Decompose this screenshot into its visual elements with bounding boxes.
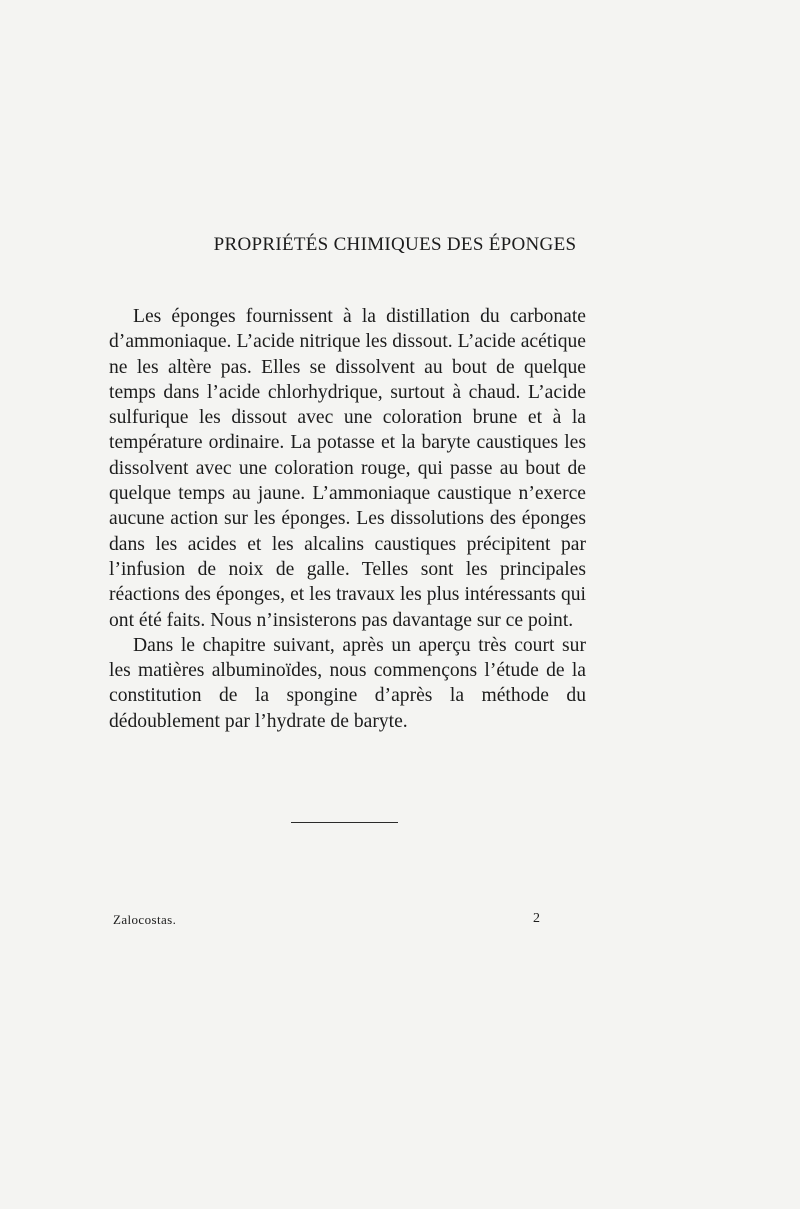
paragraph-1: Les éponges fournissent à la distillation du carbonate d’ammoniaque. L’acide nitrique les dissout. L’acide acétique ne les altère pas. Elles se dissolvent au bout de quelque temps dans l’acide chlorhydrique, surtout à chaud. L’acide sulfurique les dissout avec une coloration brune et à la température ordinaire. La potasse et la baryte caustiques les dissolvent avec une coloration rouge, qui passe au bout de quelque temps au jaune. L’ammoniaque caustique n’exerce aucune action sur les éponges. Les dissolutions des éponges dans les acides et les alcalins caustiques précipitent par l’infusion de noix de galle. Telles sont les principales réactions des éponges, et les travaux les plus intéressants qui ont été faits. Nous n’insisterons pas davantage sur ce point. [109, 306, 586, 631]
body-text [109, 304, 586, 734]
footer-author: Zalocostas. [113, 912, 177, 927]
page-title: PROPRIÉTÉS CHIMIQUES DES ÉPONGES [213, 234, 577, 255]
paragraph-2: Dans le chapitre suivant, après un aperçu très court sur les matières albuminoïdes, nous commençons l’étude de la constitution de la spongine d’après la méthode du dédoublement par l’hydrate de baryte. [109, 634, 586, 732]
signature-mark: 2 [533, 911, 540, 926]
section-divider [291, 822, 398, 823]
